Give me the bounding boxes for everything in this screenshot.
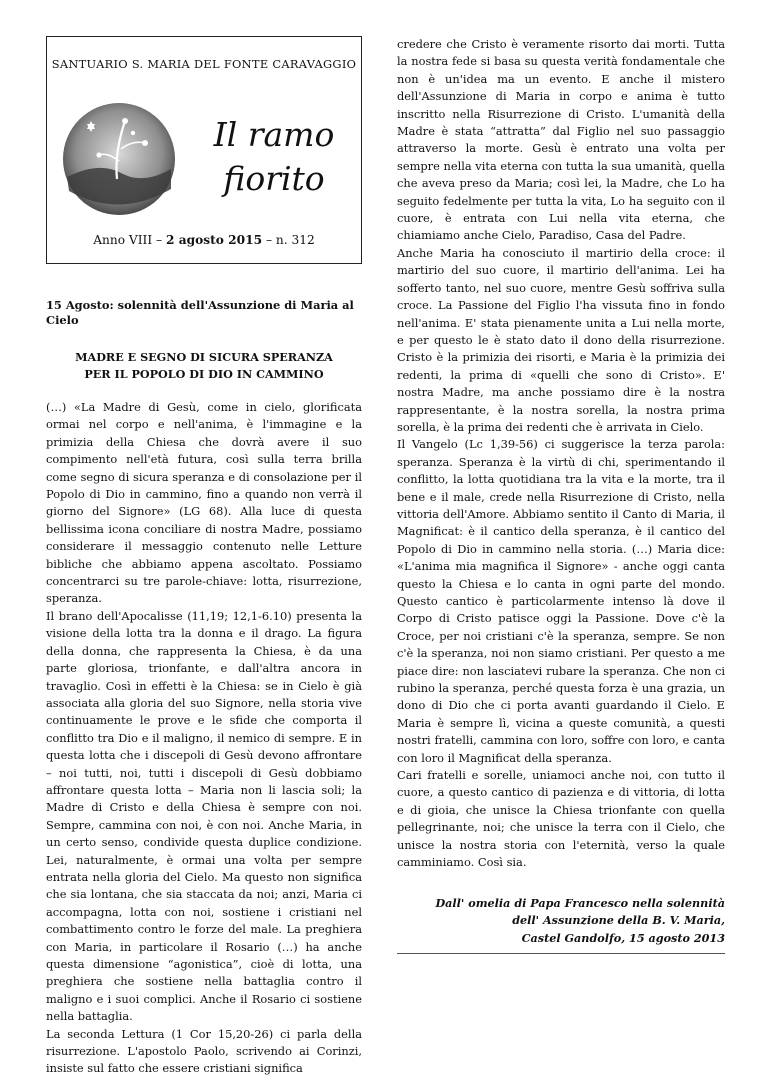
source-line-2: dell' Assunzione della B. V. Maria, bbox=[512, 913, 725, 927]
issue-year: Anno VIII bbox=[93, 233, 153, 247]
homily-source bbox=[397, 895, 725, 948]
paragraph: Cari fratelli e sorelle, uniamoci anche noi, con tutto il cuore, a questo cantico di pazienza e di vittoria, di lotta e di gioia, che unisce la Chiesa trionfante con quella pellegrinante, noi; che unisce la terra con il Cielo, che unisce la nostra storia con l'eternità, verso la quale camminiamo. Così sia. bbox=[397, 768, 725, 870]
paragraph: (…) «La Madre di Gesù, come in cielo, glorificata ormai nel corpo e nell'anima, è l'immagine e la primizia della Chiesa che dovrà avere il suo compimento nell'età futura, così sulla terra brilla come segno di sicura speranza e di consolazione per il Popolo di Dio in cammino, fino a quando non verrà il giorno del Signore» (LG 68). Alla luce di questa bellissima icona conciliare di nostra Madre, possiamo considerare il messaggio contenuto nelle Letture bibliche che abbiamo appena ascoltato. Possiamo concentrarci su tre parole-chiave: lotta, risurrezione, speranza. bbox=[46, 400, 362, 606]
newsletter-title bbox=[189, 113, 359, 201]
headline-line-2: PER IL POPOLO DI DIO IN CAMMINO bbox=[84, 367, 324, 381]
paragraph: credere che Cristo è veramente risorto dai morti. Tutta la nostra fede si basa su questa verità fondamentale che non è un'idea ma un evento. E anche il mistero dell'Assunzione di Maria in corpo e anima è tutto inscritto nella Risurrezione di Cristo. L'umanità della Madre è stata “attratta” dal Figlio nel suo passaggio attraverso la morte. Gesù è entrato una volta per sempre nella vita eterna con tutta la sua umanità, quella che aveva preso da Maria; così lei, la Madre, che Lo ha seguito fedelmente per tutta la vita, Lo ha seguito con il cuore, è entrata con Lui nella vita eterna, che chiamiamo anche Cielo, Paradiso, Casa del Padre. bbox=[397, 37, 725, 243]
article-body-right bbox=[397, 36, 725, 872]
article-headline bbox=[46, 349, 362, 383]
article-subject: 15 Agosto: solennità dell'Assunzione di Maria al Cielo bbox=[46, 298, 354, 327]
source-line-3: Castel Gandolfo, 15 agosto 2013 bbox=[521, 930, 725, 945]
paragraph: La seconda Lettura (1 Cor 15,20-26) ci parla della risurrezione. L'apostolo Paolo, scrivendo ai Corinzi, insiste sul fatto che essere cristiani significa bbox=[46, 1026, 362, 1076]
left-column bbox=[46, 36, 362, 1078]
sanctuary-logo bbox=[59, 99, 179, 219]
separator: – bbox=[156, 233, 163, 247]
paragraph: Il brano dell'Apocalisse (11,19; 12,1-6.10) presenta la visione della lotta tra la donna e il drago. La figura della donna, che rappresenta la Chiesa, è da una parte gloriosa, trionfante, e dall'altra ancora in travaglio. Così in effetti è la Chiesa: se in Cielo è già associata alla gloria del suo Signore, nella storia vive continuamente le prove e le sfide che comporta il conflitto tra Dio e il maligno, il nemico di sempre. E in questa lotta che i discepoli di Gesù devono affrontare – noi tutti, noi, tutti i discepoli di Gesù dobbiamo affrontare questa lotta – Maria non li lascia soli; la Madre di Cristo e della Chiesa è sempre con noi. Sempre, cammina con noi, è con noi. Anche Maria, in un certo senso, condivide questa duplice condizione. Lei, naturalmente, è ormai una volta per sempre entrata nella gloria del Cielo. Ma questo non significa che sia lontana, che sia staccata da noi; anzi, Maria ci accompagna, lotta con noi, sostiene i cristiani nel combattimento contro le forze del male. La preghiera con Maria, in particolare il Rosario (…) ha anche questa dimensione “agonistica”, cioè di lotta, una preghiera che sostiene nella battaglia contro il maligno e i suoi complici. Anche il Rosario ci sostiene nella battaglia. bbox=[46, 608, 362, 1024]
right-column bbox=[397, 36, 725, 954]
title-line-2: fiorito bbox=[223, 159, 325, 198]
paragraph: Anche Maria ha conosciuto il martirio della croce: il martirio del suo cuore, il martirio dell'anima. Lei ha sofferto tanto, nel suo cuore, mentre Gesù soffriva sulla croce. La Passione del Figlio l'ha vissuta fino in fondo nell'anima. E' stata pienamente unita a Lui nella morte, e per questo le è stato dato il dono della risurrezione. Cristo è la primizia dei risorti, e Maria è la primizia dei redenti, la prima di «quelli che sono di Cristo». E' nostra Madre, ma anche possiamo dire è la nostra rappresentante, è la nostra sorella, la nostra prima sorella, è la prima dei redenti che è arrivata in Cielo. bbox=[397, 245, 725, 434]
paragraph: Il Vangelo (Lc 1,39-56) ci suggerisce la terza parola: speranza. Speranza è la virtù di chi, sperimentando il conflitto, la lotta quotidiana tra la vita e la morte, tra il bene e il male, crede nella Risurrezione di Cristo, nella vittoria dell'Amore. Abbiamo sentito il Canto di Maria, il Magnificat: è il cantico della speranza, è il cantico del Popolo di Dio in cammino nella storia. (…) Maria dice: «L'anima mia magnifica il Signore» - anche oggi canta questo la Chiesa e lo canta in ogni parte del mondo. Questo cantico è particolarmente intenso là dove il Corpo di Cristo patisce oggi la Passione. Dove c'è la Croce, per noi cristiani c'è la speranza, sempre. Se non c'è la speranza, noi non siamo cristiani. Per questo a me piace dire: non lasciatevi rubare la speranza. Che non ci rubino la speranza, perché questa forza è una grazia, un dono di Dio che ci porta avanti guardando il Cielo. E Maria è sempre lì, vicina a queste comunità, a questi nostri fratelli, cammina con loro, soffre con loro, e canta con loro il Magnificat della speranza. bbox=[397, 437, 725, 765]
issue-number: n. 312 bbox=[275, 233, 315, 247]
divider bbox=[397, 953, 725, 954]
issue-line bbox=[47, 233, 361, 247]
source-line-1: Dall' omelia di Papa Francesco nella solennità bbox=[435, 895, 725, 910]
separator: – bbox=[265, 233, 273, 247]
masthead bbox=[46, 36, 362, 264]
headline-line-1: MADRE E SEGNO DI SICURA SPERANZA bbox=[75, 350, 333, 364]
sanctuary-name: SANTUARIO S. MARIA DEL FONTE CARAVAGGIO bbox=[51, 57, 357, 71]
article-body-left bbox=[46, 399, 362, 1078]
title-line-1: Il ramo bbox=[213, 115, 335, 154]
issue-date: 2 agosto 2015 bbox=[166, 233, 263, 247]
